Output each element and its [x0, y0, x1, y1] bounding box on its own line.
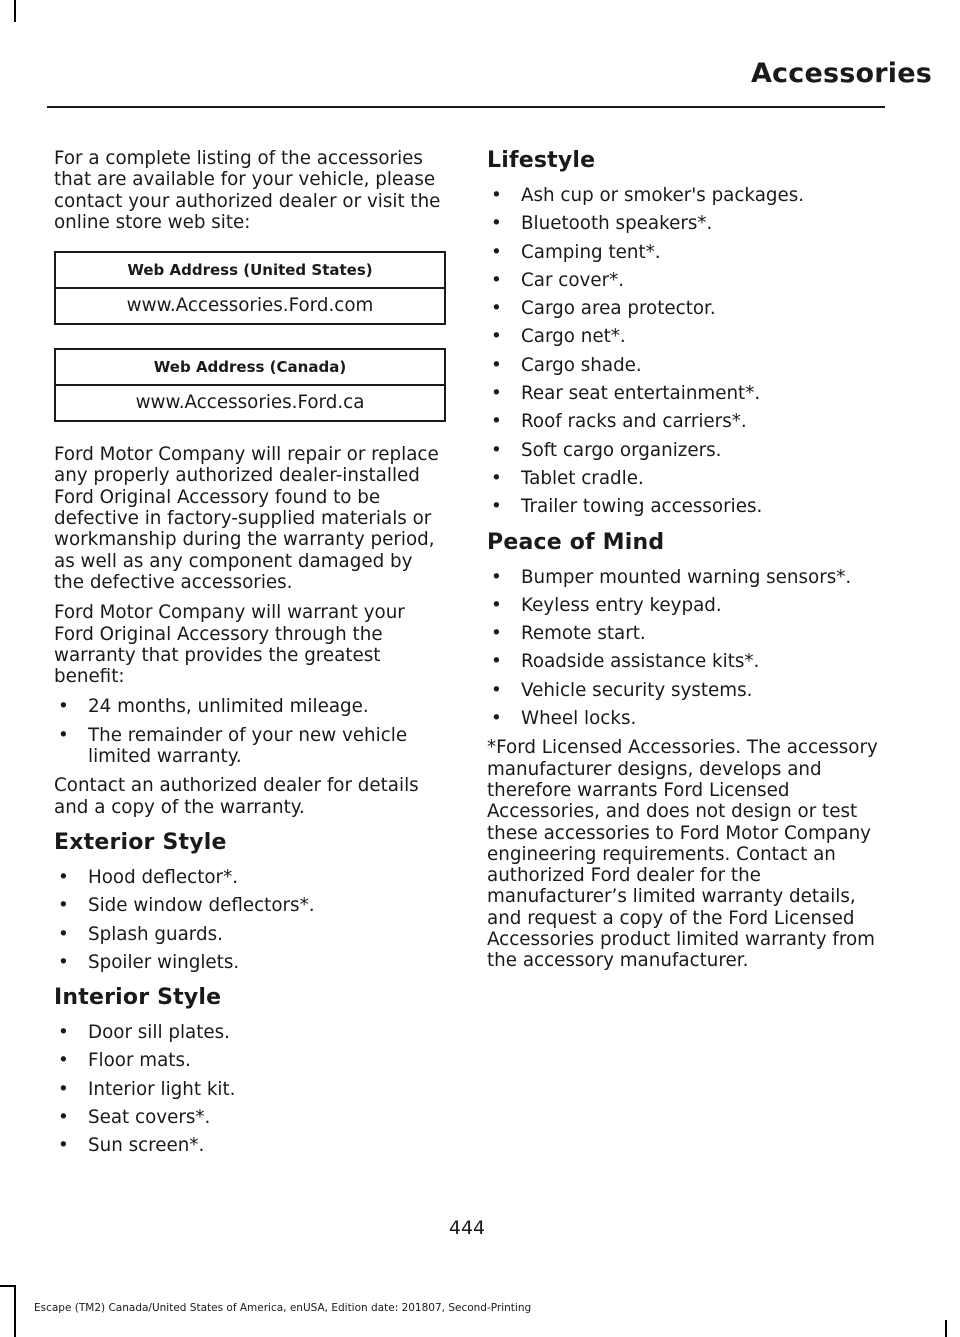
list-item: • Tablet cradle.	[491, 467, 644, 489]
list-item: • Car cover*.	[491, 269, 625, 291]
bullet-icon: •	[491, 354, 502, 376]
repair-paragraph: Ford Motor Company will repair or replace any properly authorized dealer-installed Ford Original Accessory found to be defective in factory-supplied materials or workmanship during the warranty period, as well as any component damaged by the defective accessories.	[54, 444, 439, 593]
bullet-icon: •	[58, 1078, 69, 1100]
list-item: • Cargo net*.	[491, 326, 626, 348]
bullet-icon: •	[491, 708, 502, 730]
list-item: • Door sill plates.	[58, 1022, 230, 1044]
bullet-icon: •	[58, 696, 69, 718]
list-item: • 24 months, unlimited mileage.	[58, 696, 369, 718]
bullet-icon: •	[491, 298, 502, 320]
web-address-canada-header: Web Address (Canada)	[56, 350, 444, 386]
exterior-style-list	[54, 867, 446, 973]
list-item: • Roof racks and carriers*.	[491, 411, 747, 433]
crop-mark-top-left	[14, 0, 16, 22]
bullet-icon: •	[491, 241, 502, 263]
list-item: • Rear seat entertainment*.	[491, 383, 761, 405]
page-number: 444	[448, 1217, 486, 1239]
list-item: • Soft cargo organizers.	[491, 439, 722, 461]
bullet-icon: •	[491, 467, 502, 489]
peace-of-mind-heading: Peace of Mind	[487, 529, 665, 555]
lifestyle-list	[487, 185, 887, 518]
bullet-icon: •	[58, 951, 69, 973]
bullet-icon: •	[58, 1107, 69, 1129]
lifestyle-heading: Lifestyle	[487, 148, 596, 173]
web-address-us-value: www.Accessories.Ford.com	[126, 295, 374, 317]
bullet-icon: •	[58, 724, 69, 746]
footer-edition: Escape (TM2) Canada/United States of America, enUSA, Edition date: 201807, Second-Printing	[34, 1302, 532, 1314]
web-address-canada-table	[54, 348, 446, 422]
list-item: • Bumper mounted warning sensors*.	[491, 566, 852, 588]
bullet-icon: •	[491, 326, 502, 348]
intro-paragraph: For a complete listing of the accessories that are available for your vehicle, please contact your authorized dealer or visit the online store web site:	[54, 148, 441, 233]
bullet-icon: •	[491, 623, 502, 645]
bullet-icon: •	[491, 439, 502, 461]
bullet-icon: •	[491, 594, 502, 616]
left-column	[54, 148, 446, 1165]
crop-mark-bottom-left	[14, 1285, 16, 1337]
bullet-icon: •	[491, 185, 502, 206]
list-item: • Seat covers*.	[58, 1107, 211, 1129]
list-item: • Roadside assistance kits*.	[491, 651, 760, 673]
list-item: • Vehicle security systems.	[491, 679, 753, 701]
bullet-icon: •	[491, 679, 502, 701]
interior-style-heading: Interior Style	[54, 985, 222, 1011]
list-item: • Splash guards.	[58, 923, 223, 945]
bullet-icon: •	[491, 213, 502, 235]
web-address-us-table	[54, 251, 446, 325]
licensed-accessories-note: *Ford Licensed Accessories. The accessory manufacturer designs, develops and therefore warrants Ford Licensed Accessories, and does not design or test these accessories to Ford Motor Company engineering requirements. Contact an authorized Ford dealer for the manufacturer’s limited warranty details, and request a copy of the Ford Licensed Accessories product limited warranty from the accessory manufacturer.	[487, 737, 878, 972]
right-column	[487, 148, 887, 981]
list-item: • Floor mats.	[58, 1050, 191, 1072]
bullet-icon: •	[58, 1022, 69, 1044]
bullet-icon: •	[491, 269, 502, 291]
list-item: • Cargo area protector.	[491, 298, 716, 320]
list-item: • Hood deflector*.	[58, 866, 239, 888]
page-title: Accessories	[750, 58, 932, 89]
warrant-paragraph: Ford Motor Company will warrant your Ford Original Accessory through the warranty that provides the greatest benefit:	[54, 602, 405, 688]
bullet-icon: •	[491, 383, 502, 405]
list-item: • Bluetooth speakers*.	[491, 213, 713, 235]
header-rule	[47, 106, 885, 108]
list-item: • Trailer towing accessories.	[491, 496, 763, 518]
bullet-icon: •	[491, 566, 502, 588]
bullet-icon: •	[58, 866, 69, 888]
exterior-style-heading: Exterior Style	[54, 829, 227, 855]
list-item: • Spoiler winglets.	[58, 951, 240, 973]
bullet-icon: •	[58, 1135, 69, 1157]
list-item: • Side window deflectors*.	[58, 895, 315, 917]
list-item: • Interior light kit.	[58, 1078, 236, 1100]
list-item: • Sun screen*.	[58, 1135, 205, 1157]
list-item: • Cargo shade.	[491, 354, 642, 376]
bullet-icon: •	[491, 411, 502, 433]
bullet-icon: •	[491, 496, 502, 518]
list-item: • Wheel locks.	[491, 708, 637, 730]
peace-of-mind-list	[487, 567, 887, 730]
bullet-icon: •	[491, 651, 502, 673]
list-item: • Ash cup or smoker's packages.	[491, 185, 805, 206]
list-item: • Camping tent*.	[491, 241, 661, 263]
bullet-icon: •	[58, 923, 69, 945]
interior-style-list	[54, 1022, 446, 1156]
crop-mark-bottom-right	[945, 1320, 947, 1337]
web-address-us-header: Web Address (United States)	[56, 253, 444, 289]
crop-mark-bottom-left-h	[0, 1285, 16, 1287]
bullet-icon: •	[58, 1050, 69, 1072]
list-item: • Keyless entry keypad.	[491, 594, 722, 616]
contact-paragraph: Contact an authorized dealer for details and a copy of the warranty.	[54, 775, 419, 818]
list-item: • Remote start.	[491, 623, 646, 645]
bullet-icon: •	[58, 895, 69, 917]
web-address-canada-value: www.Accessories.Ford.ca	[135, 392, 365, 414]
list-item: • The remainder of your new vehicle limited warranty.	[58, 724, 408, 768]
warrant-list	[54, 696, 446, 767]
